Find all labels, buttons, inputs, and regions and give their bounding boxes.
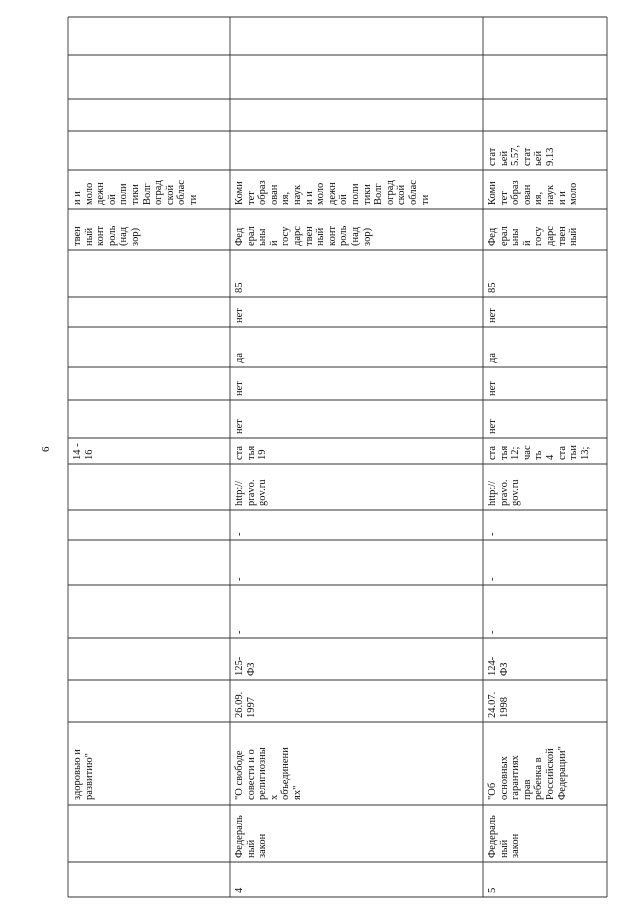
page-number: 6 (40, 446, 52, 452)
row4-url-cell: http:// pravo. gov.ru (234, 479, 269, 506)
row4-org-cell: Фед ерал ьны й госу дарс твен ный конт роль (над зор) (234, 225, 373, 246)
row5-flag-cell-3: да (487, 352, 498, 363)
row5-org-cell: Фед ерал ьны й госу дарс твен ный (487, 226, 580, 246)
row4-extra-cell: Коми тет образ ован ия, наук и и моло дежн ой поли тики Волг оград ской облас ти (234, 180, 431, 205)
row5-dash-cell-3: - (487, 532, 498, 536)
row5-date-cell: 24.07. 1998 (487, 691, 510, 718)
row5-name-cell: "Об основных гарантиях прав ребенка в Российской Федерации" (487, 746, 568, 800)
row4-law-number-cell: 125- ФЗ (234, 656, 257, 676)
row5-code-cell: 85 (487, 282, 498, 293)
row4-code-cell: 85 (234, 282, 245, 293)
row4-article-cell: ста тья 19 (234, 445, 269, 460)
row5-flag-cell-2: нет (487, 381, 498, 396)
row4-flag-cell-4: нет (234, 308, 245, 323)
row5-dash-cell-1: - (487, 630, 498, 634)
row4-dash-cell-3: - (234, 532, 245, 536)
prev-row-pages-cell: 14 - 16 (72, 443, 95, 460)
row4-date-cell: 26.09. 1997 (234, 691, 257, 718)
row4-type-cell: Федераль ный закон (234, 815, 269, 858)
row4-dash-cell-1: - (234, 630, 245, 634)
row4-number-cell: 4 (234, 887, 245, 893)
row5-dash-cell-2: - (487, 577, 498, 581)
row4-flag-cell-2: нет (234, 381, 245, 396)
row5-article-cell: ста тья 12; час ть 4 ста тьи 13; (487, 445, 591, 460)
row4-dash-cell-2: - (234, 577, 245, 581)
prev-row-name-cell: здоровью и развитию" (72, 749, 95, 800)
row4-name-cell: "О свободе совести и о религиозны х объединени ях" (234, 747, 303, 800)
row5-note-cell: стат ьей 5.57, стат ьей 9.13 (487, 145, 556, 166)
row5-type-cell: Федераль ный закон (487, 815, 522, 858)
prev-row-extra-cell: и и моло дежн ой поли тики Волг оград ской облас ти (72, 180, 199, 205)
row4-flag-cell-3: да (234, 352, 245, 363)
row5-flag-cell-1: нет (487, 419, 498, 434)
row5-flag-cell-4: нет (487, 308, 498, 323)
row5-extra-cell: Коми тет образ ован ия, наук и и моло (487, 180, 580, 205)
row5-law-number-cell: 124- ФЗ (487, 656, 510, 676)
row5-number-cell: 5 (487, 887, 498, 893)
prev-row-org-cell: твен ный конт роль (над зор) (72, 225, 141, 246)
row5-url-cell: http:// pravo. gov.ru (487, 479, 522, 506)
row4-flag-cell-1: нет (234, 419, 245, 434)
